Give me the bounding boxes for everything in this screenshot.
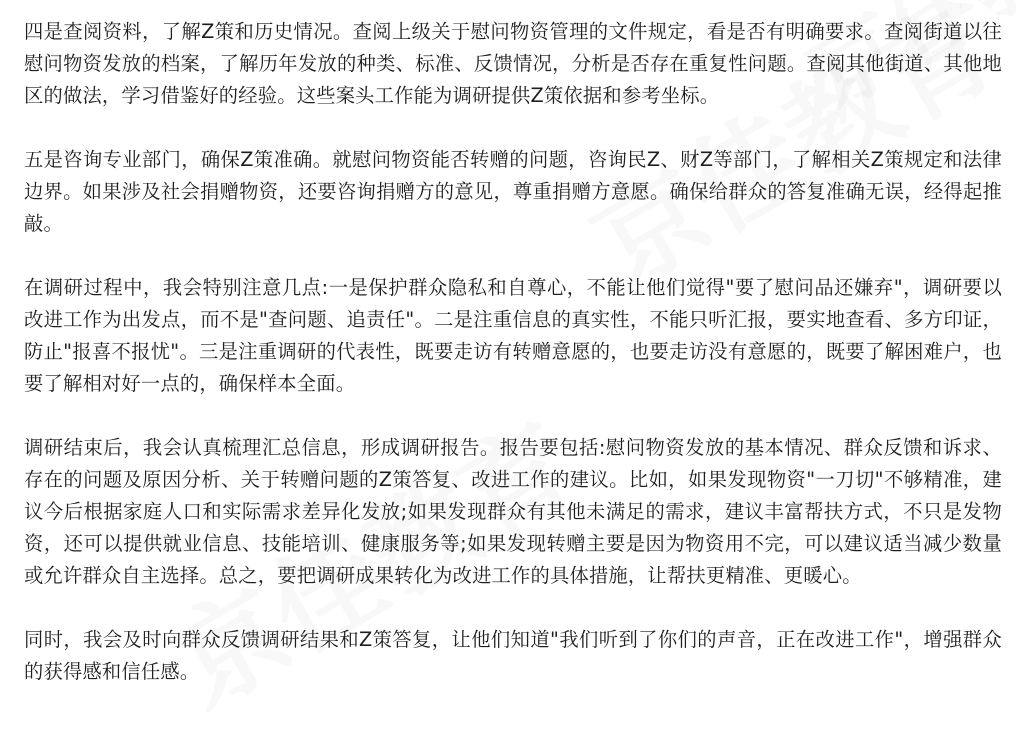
paragraph-research-materials: 四是查阅资料，了解Z策和历史情况。查阅上级关于慰问物资管理的文件规定，看是否有明确要求。查阅街道以往慰问物资发放的档案，了解历年发放的种类、标准、反馈情况，分析是否存在重复性问题。查阅其他街道、其他地区的做法，学习借鉴好的经验。这些案头工作能为调研提供Z策依据和参考坐标。 [24,20,1002,107]
paragraph-consult-departments: 五是咨询专业部门，确保Z策准确。就慰问物资能否转赠的问题，咨询民Z、财Z等部门，了解相关Z策规定和法律边界。如果涉及社会捐赠物资，还要咨询捐赠方的意见，尊重捐赠方意愿。确保给群众的答复准确无误，经得起推敲。 [24,148,1002,235]
paragraph-research-notes: 在调研过程中，我会特别注意几点:一是保护群众隐私和自尊心，不能让他们觉得"要了慰问品还嫌弃"，调研要以改进工作为出发点，而不是"查问题、追责任"。二是注重信息的真实性，不能只听汇报，要实地查看、多方印证，防止"报喜不报忧"。三是注重调研的代表性，既要走访有转赠意愿的，也要走访没有意愿的，既要了解困难户，也要了解相对好一点的，确保样本全面。 [24,276,1002,395]
paragraph-feedback: 同时，我会及时向群众反馈调研结果和Z策答复，让他们知道"我们听到了你们的声音，正在改进工作"，增强群众的获得感和信任感。 [24,628,1002,683]
paragraph-research-report: 调研结束后，我会认真梳理汇总信息，形成调研报告。报告要包括:慰问物资发放的基本情况、群众反馈和诉求、存在的问题及原因分析、关于转赠问题的Z策答复、改进工作的建议。比如，如果发现物资"一刀切"不够精准，建议今后根据家庭人口和实际需求差异化发放;如果发现群众有其他未满足的需求，建议丰富帮扶方式，不只是发物资，还可以提供就业信息、技能培训、健康服务等;如果发现转赠主要是因为物资用不完，可以建议适当减少数量或允许群众自主选择。总之，要把调研成果转化为改进工作的具体措施，让帮扶更精准、更暖心。 [24,436,1002,587]
article-body [24,16,1002,688]
